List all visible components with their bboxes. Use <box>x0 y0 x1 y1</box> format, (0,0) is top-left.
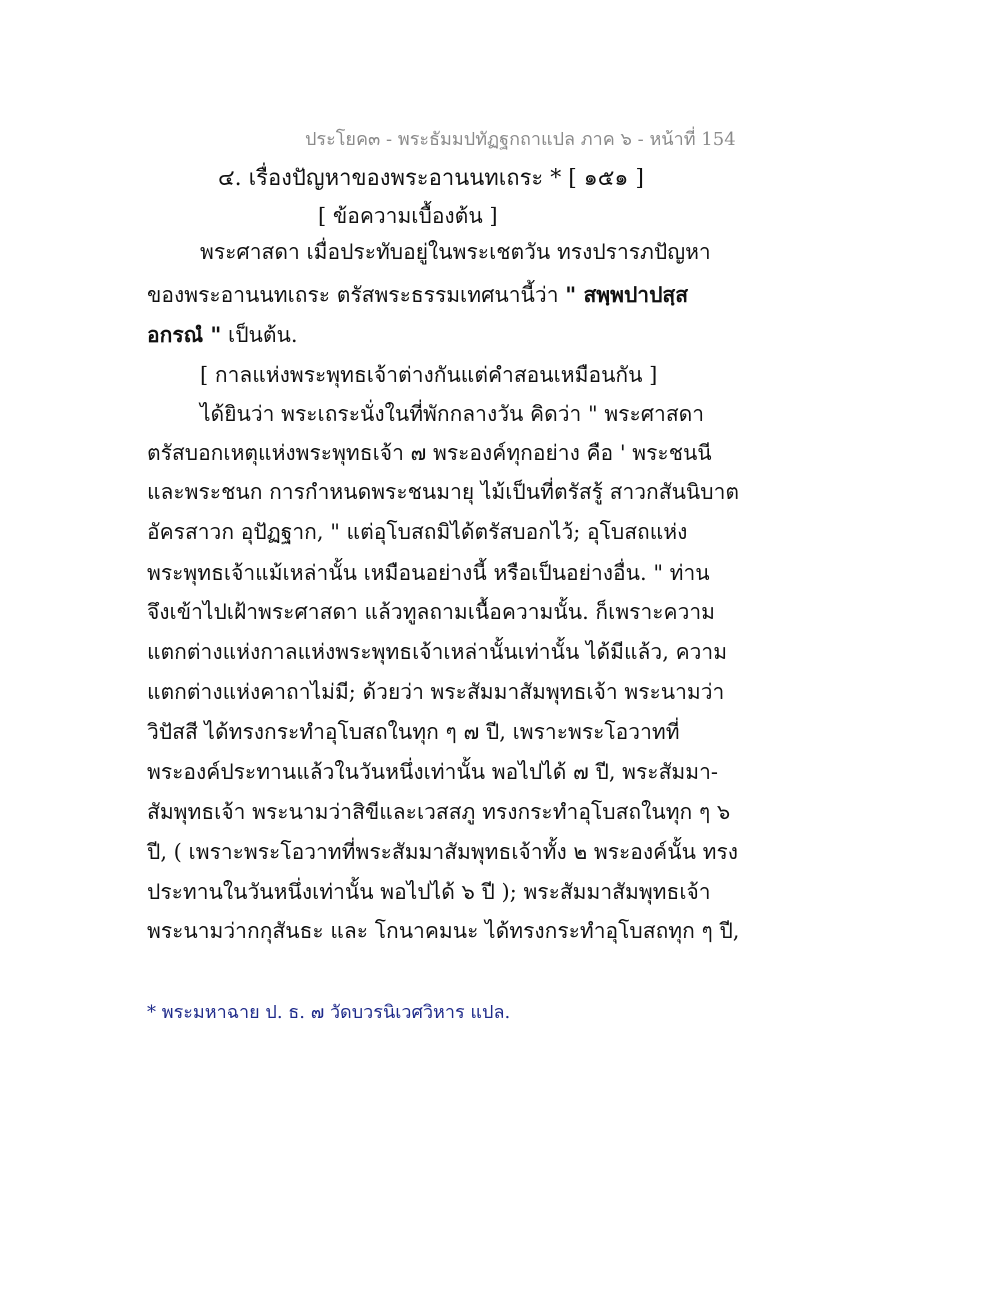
page-header: ประโยค๓ - พระธัมมปทัฏฐกถาแปล ภาค ๖ - หน้าที่ 154 <box>305 129 736 150</box>
story-title: ๔. เรื่องปัญหาของพระอานนทเถระ * [ ๑๕๑ ] <box>218 166 644 191</box>
body-line: ปี, ( เพราะพระโอวาทที่พระสัมมาสัมพุทธเจ้าทั้ง ๒ พระองค์นั้น ทรง <box>147 840 738 864</box>
body-line: จึงเข้าไปเฝ้าพระศาสดา แล้วทูลถามเนื้อความนั้น. ก็เพราะความ <box>147 600 715 624</box>
intro-line-2 <box>147 284 688 306</box>
body-line: แตกต่างแห่งกาลแห่งพระพุทธเจ้าเหล่านั้นเท่านั้น ได้มีแล้ว, ความ <box>147 640 728 664</box>
body-line: พระพุทธเจ้าแม้เหล่านั้น เหมือนอย่างนี้ หรือเป็นอย่างอื่น. " ท่าน <box>147 561 710 585</box>
body-line: และพระชนก การกำหนดพระชนมายุ ไม้เป็นที่ตรัสรู้ สาวกสันนิบาต <box>147 480 740 504</box>
section-heading-intro: [ ข้อความเบื้องต้น ] <box>318 204 498 228</box>
body-line: แตกต่างแห่งคาถาไม่มี; ด้วยว่า พระสัมมาสัมพุทธเจ้า พระนามว่า <box>147 680 725 704</box>
intro-line-1: พระศาสดา เมื่อประทับอยู่ในพระเชตวัน ทรงปรารภปัญหา <box>200 240 711 264</box>
body-line: สัมพุทธเจ้า พระนามว่าสิขีและเวสสภู ทรงกระทำอุโบสถในทุก ๆ ๖ <box>147 800 731 824</box>
footnote: * พระมหาฉาย ป. ธ. ๗ วัดบวรนิเวศวิหาร แปล. <box>147 1002 511 1023</box>
body-line: ตรัสบอกเหตุแห่งพระพุทธเจ้า ๗ พระองค์ทุกอย่าง คือ ' พระชนนี <box>147 441 712 465</box>
section-heading-main: [ กาลแห่งพระพุทธเจ้าต่างกันแต่คำสอนเหมือนกัน ] <box>200 363 658 387</box>
body-line: พระองค์ประทานแล้วในวันหนึ่งเท่านั้น พอไปได้ ๗ ปี, พระสัมมา- <box>147 760 718 784</box>
body-line: ได้ยินว่า พระเถระนั่งในที่พักกลางวัน คิดว่า " พระศาสดา <box>200 402 705 426</box>
body-line: วิปัสสี ได้ทรงกระทำอุโบสถในทุก ๆ ๗ ปี, เพราะพระโอวาทที่ <box>147 720 680 744</box>
intro-line-2-text: ของพระอานนทเถระ ตรัสพระธรรมเทศนานี้ว่า <box>147 283 566 307</box>
pali-quote-start: " สพฺพปาปสฺส <box>565 282 689 307</box>
pali-quote-end: อกรณํ " <box>147 322 222 347</box>
intro-line-3 <box>147 324 298 346</box>
body-line: พระนามว่ากกุสันธะ และ โกนาคมนะ ได้ทรงกระทำอุโบสถทุก ๆ ปี, <box>147 919 740 943</box>
body-line: อัครสาวก อุปัฏฐาก, " แต่อุโบสถมิได้ตรัสบอกไว้; อุโบสถแห่ง <box>147 520 688 544</box>
body-line: ประทานในวันหนึ่งเท่านั้น พอไปได้ ๖ ปี ); พระสัมมาสัมพุทธเจ้า <box>147 880 711 904</box>
intro-line-3-text: เป็นต้น. <box>221 323 298 347</box>
